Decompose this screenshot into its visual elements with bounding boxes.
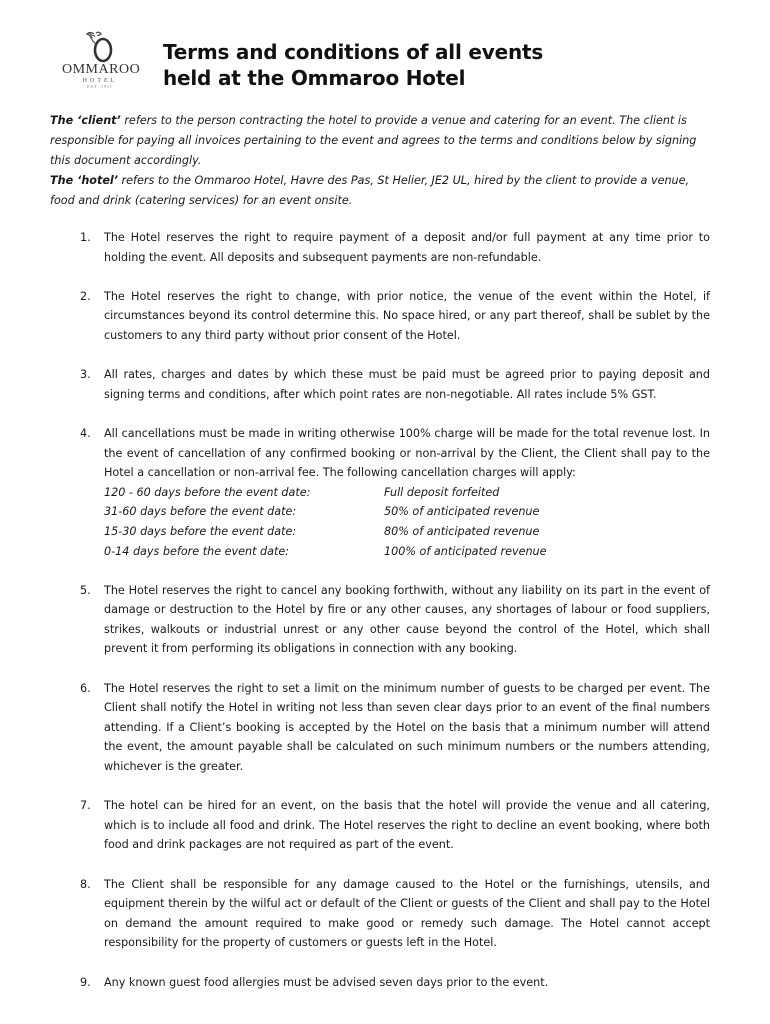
logo-wordmark: OMMAROO — [62, 62, 141, 77]
clause-6 — [50, 679, 710, 777]
fee-charge: 50% of anticipated revenue — [384, 505, 540, 519]
clause-text: All cancellations must be made in writing otherwise 100% charge will be made for the total revenue lost. In the event of cancellation of any confirmed booking or non-arrival by the Client, the Client shall pay to the Hotel a cancellation or non-arrival fee. The following cancellation charges will apply: — [104, 426, 710, 480]
hotel-term: The ‘hotel’ — [50, 174, 118, 187]
clause-number: 3. — [80, 368, 91, 382]
clause-text: The Client shall be responsible for any damage caused to the Hotel or the furnishings, utensils, and equipment therein by the wilful act or default of the Client or guests of the Client and shall pay to the Hotel on demand the amount required to make good or remedy such damage. The Hotel cannot accept responsibility for the property of customers or guests left in the Hotel. — [104, 877, 710, 950]
fee-charge: 100% of anticipated revenue — [384, 544, 547, 558]
clause-number: 5. — [80, 583, 91, 597]
clause-9 — [50, 973, 710, 993]
clause-number: 2. — [80, 289, 91, 303]
clause-7 — [50, 796, 710, 855]
fee-charge: 80% of anticipated revenue — [384, 524, 540, 538]
hotel-definition — [50, 171, 710, 211]
fee-row — [104, 502, 710, 522]
clause-text: The Hotel reserves the right to change, with prior notice, the venue of the event within the Hotel, if circumstances beyond its control determine this. No space hired, or any part thereof, shall be sublet by the customers to any third party without prior consent of the Hotel. — [104, 289, 710, 342]
client-definition — [50, 111, 710, 171]
clause-8 — [50, 875, 710, 953]
cancellation-fee-table — [104, 483, 710, 561]
clause-text: The Hotel reserves the right to cancel any booking forthwith, without any liability on its part in the event of damage or destruction to the Hotel by fire or any other causes, any shortages of labour or food suppliers, strikes, walkouts or industrial unrest or any other cause beyond the control of the Hotel, which shall prevent it from performing its obligations in connection with any booking. — [104, 583, 710, 656]
client-definition-text: refers to the person contracting the hotel to provide a venue and catering for an event. The client is responsible for paying all invoices pertaining to the event and agrees to the terms and conditions below by signing this document accordingly. — [50, 114, 697, 167]
fee-period: 0-14 days before the event date: — [104, 544, 290, 558]
clause-text: The Hotel reserves the right to require payment of a deposit and/or full payment at any time prior to holding the event. All deposits and subsequent payments are non-refundable. — [104, 231, 710, 264]
clause-number: 7. — [80, 799, 91, 813]
clause-2 — [50, 287, 710, 346]
title-line-1: Terms and conditions of all events — [163, 40, 544, 64]
fee-row — [104, 483, 710, 503]
ommaroo-logo — [62, 30, 141, 100]
clause-text: Any known guest food allergies must be advised seven days prior to the event. — [104, 975, 549, 989]
clause-1 — [50, 228, 710, 267]
title-line-2: held at the Ommaroo Hotel — [163, 66, 466, 90]
clause-number: 4. — [80, 426, 91, 440]
clause-number: 8. — [80, 877, 91, 891]
page-title — [163, 39, 543, 91]
fee-charge: Full deposit forfeited — [384, 485, 500, 499]
fee-row — [104, 522, 710, 542]
clauses-list — [50, 228, 710, 1012]
clause-text: The hotel can be hired for an event, on the basis that the hotel will provide the venue and all catering, which is to include all food and drink. The Hotel reserves the right to decline an event booking, where both food and drink packages are not required as part of the event. — [104, 799, 710, 852]
clause-3 — [50, 365, 710, 404]
ommaroo-crest-icon — [80, 30, 120, 64]
fee-period: 15-30 days before the event date: — [104, 524, 297, 538]
clause-number: 6. — [80, 681, 91, 695]
clause-text: All rates, charges and dates by which these must be paid must be agreed prior to paying deposit and signing terms and conditions, after which point rates are non-negotiable. All rates include 5% GST. — [104, 368, 710, 401]
document-header — [58, 30, 718, 100]
definitions — [50, 111, 710, 211]
clause-4 — [50, 424, 710, 561]
hotel-definition-text: refers to the Ommaroo Hotel, Havre des Pas, St Helier, JE2 UL, hired by the client to provide a venue, food and drink (catering services) for an event onsite. — [50, 174, 690, 207]
clause-5 — [50, 581, 710, 659]
fee-period: 31-60 days before the event date: — [104, 505, 297, 519]
logo-established: EST. 1911 — [87, 84, 113, 89]
fee-row — [104, 542, 710, 562]
clause-number: 9. — [80, 975, 91, 989]
clause-text: The Hotel reserves the right to set a limit on the minimum number of guests to be charged per event. The Client shall notify the Hotel in writing not less than seven clear days prior to an event of the final numbers attending. If a Client’s booking is accepted by the Hotel on the basis that a minimum number will attend the event, the amount payable shall be calculated on such minimum numbers or the numbers attending, whichever is the greater. — [104, 681, 710, 774]
clause-number: 1. — [80, 231, 91, 244]
logo-subtitle: HOTEL — [82, 78, 118, 84]
fee-period: 120 - 60 days before the event date: — [104, 485, 311, 499]
client-term: The ‘client’ — [50, 114, 121, 127]
